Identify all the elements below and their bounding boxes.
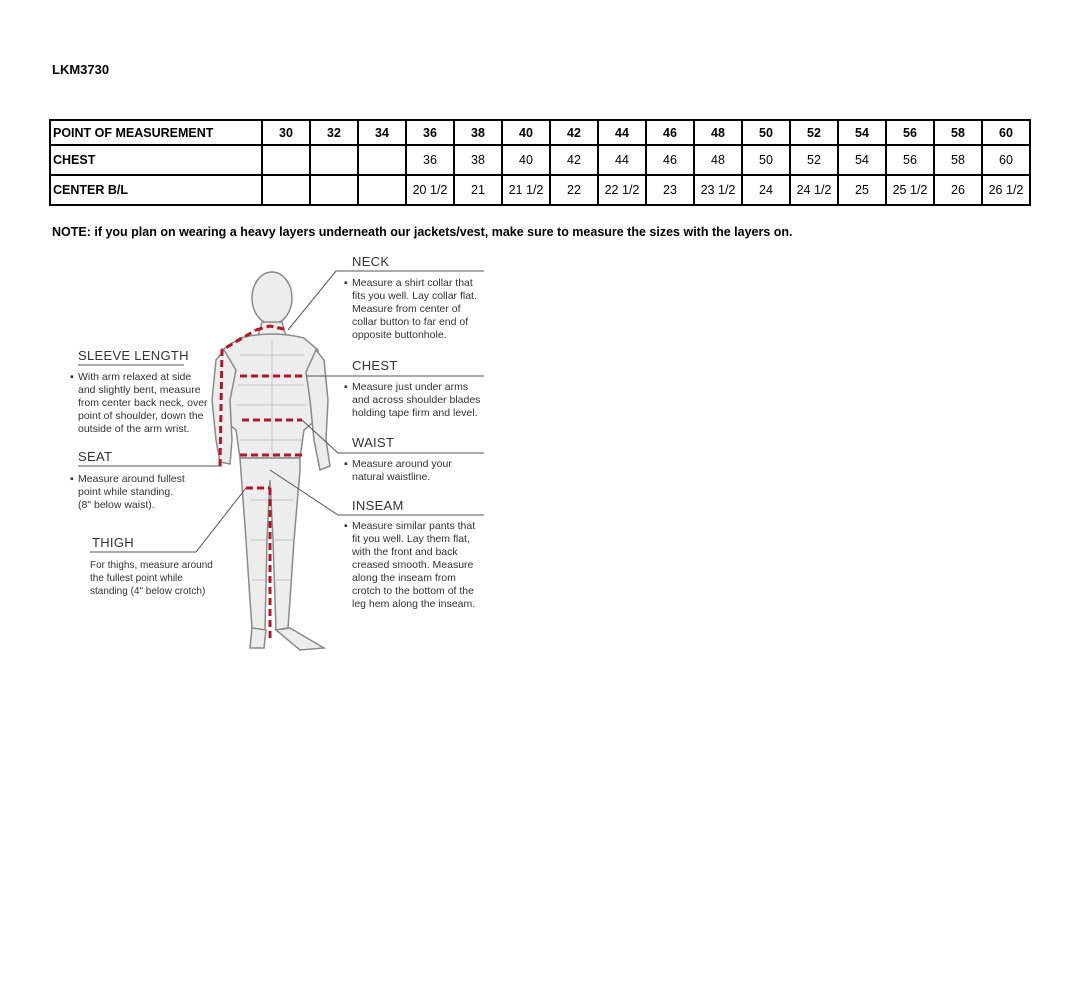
thigh-text-line: For thighs, measure around: [90, 560, 213, 571]
neck-heading: NECK: [352, 254, 390, 269]
thigh-text-line: standing (4" below crotch): [90, 586, 206, 597]
table-cell: 26 1/2: [982, 175, 1030, 205]
table-cell: 25 1/2: [886, 175, 934, 205]
table-cell: 24: [742, 175, 790, 205]
document-id: LKM3730: [52, 62, 110, 77]
thigh-text-line: the fullest point while: [90, 573, 183, 584]
neck-text-line: opposite buttonhole.: [352, 329, 447, 341]
table-header-cell: 36: [406, 120, 454, 145]
table-header-cell: 30: [262, 120, 310, 145]
inseam-text-line: with the front and back: [352, 546, 458, 558]
seat-heading: SEAT: [78, 449, 113, 464]
table-header-cell: 32: [310, 120, 358, 145]
table-cell: 36: [406, 145, 454, 175]
table-cell: 26: [934, 175, 982, 205]
table-cell: 50: [742, 145, 790, 175]
seat-text-line: point while standing.: [78, 486, 174, 498]
table-header-cell: 46: [646, 120, 694, 145]
table-cell: 20 1/2: [406, 175, 454, 205]
neck-text-line: collar button to far end of: [352, 316, 469, 328]
table-header-cell: 42: [550, 120, 598, 145]
table-cell: 38: [454, 145, 502, 175]
inseam-text-line: crotch to the bottom of the: [352, 585, 474, 597]
table-cell: 25: [838, 175, 886, 205]
table-cell: 21: [454, 175, 502, 205]
sleeve-length-heading: SLEEVE LENGTH: [78, 348, 189, 363]
neck-text-line: fits you well. Lay collar flat.: [352, 290, 477, 302]
sleeve-text-line: and slightly bent, measure: [78, 384, 201, 396]
bullet-icon: ▪: [344, 520, 348, 532]
table-cell: 54: [838, 145, 886, 175]
neck-text-line: Measure from center of: [352, 303, 461, 315]
table-cell: 56: [886, 145, 934, 175]
table-header-cell: 34: [358, 120, 406, 145]
table-cell: 21 1/2: [502, 175, 550, 205]
table-header-cell: 52: [790, 120, 838, 145]
table-header-cell: 54: [838, 120, 886, 145]
table-header-cell: 60: [982, 120, 1030, 145]
neck-text-line: Measure a shirt collar that: [352, 277, 473, 289]
chest-heading: CHEST: [352, 358, 398, 373]
table-header-cell: 38: [454, 120, 502, 145]
sleeve-text-line: With arm relaxed at side: [78, 371, 192, 383]
inseam-text-line: creased smooth. Measure: [352, 559, 474, 571]
waist-text-line: Measure around your: [352, 458, 452, 470]
table-cell: 24 1/2: [790, 175, 838, 205]
sleeve-text-line: from center back neck, over: [78, 397, 208, 409]
table-header-cell: POINT OF MEASUREMENT: [50, 120, 262, 145]
table-cell: 60: [982, 145, 1030, 175]
bullet-icon: ▪: [70, 371, 74, 383]
table-cell: 22: [550, 175, 598, 205]
layering-note: NOTE: if you plan on wearing a heavy layers underneath our jackets/vest, make sure to measure the sizes with the layers on.: [52, 225, 793, 239]
table-cell: 48: [694, 145, 742, 175]
table-cell: 44: [598, 145, 646, 175]
table-cell: 52: [790, 145, 838, 175]
sleeve-text-line: point of shoulder, down the: [78, 410, 204, 422]
bullet-icon: ▪: [344, 277, 348, 289]
seat-text-line: Measure around fullest: [78, 473, 185, 485]
sleeve-text-line: outside of the arm wrist.: [78, 423, 190, 435]
table-cell: 23 1/2: [694, 175, 742, 205]
waist-heading: WAIST: [352, 435, 395, 450]
inseam-text-line: Measure similar pants that: [352, 520, 476, 532]
thigh-heading: THIGH: [92, 535, 134, 550]
bullet-icon: ▪: [344, 381, 348, 393]
table-header-cell: 50: [742, 120, 790, 145]
table-header-cell: 56: [886, 120, 934, 145]
table-header-cell: 58: [934, 120, 982, 145]
inseam-heading: INSEAM: [352, 498, 404, 513]
row-label: CHEST: [50, 145, 262, 175]
inseam-text-line: fit you well. Lay them flat,: [352, 533, 470, 545]
waist-text-line: natural waistline.: [352, 471, 431, 483]
table-cell: 40: [502, 145, 550, 175]
chest-text-line: and across shoulder blades: [352, 394, 481, 406]
bullet-icon: ▪: [344, 458, 348, 470]
chest-text-line: Measure just under arms: [352, 381, 469, 393]
table-cell: 58: [934, 145, 982, 175]
inseam-text-line: leg hem along the inseam.: [352, 598, 476, 610]
seat-text-line: (8" below waist).: [78, 499, 155, 511]
table-header-cell: 40: [502, 120, 550, 145]
table-cell: 23: [646, 175, 694, 205]
table-cell: 22 1/2: [598, 175, 646, 205]
row-label: CENTER B/L: [50, 175, 262, 205]
table-header-cell: 48: [694, 120, 742, 145]
chest-text-line: holding tape firm and level.: [352, 407, 478, 419]
bullet-icon: ▪: [70, 473, 74, 485]
table-cell: 46: [646, 145, 694, 175]
inseam-text-line: along the inseam from: [352, 572, 456, 584]
table-cell: 42: [550, 145, 598, 175]
table-header-cell: 44: [598, 120, 646, 145]
